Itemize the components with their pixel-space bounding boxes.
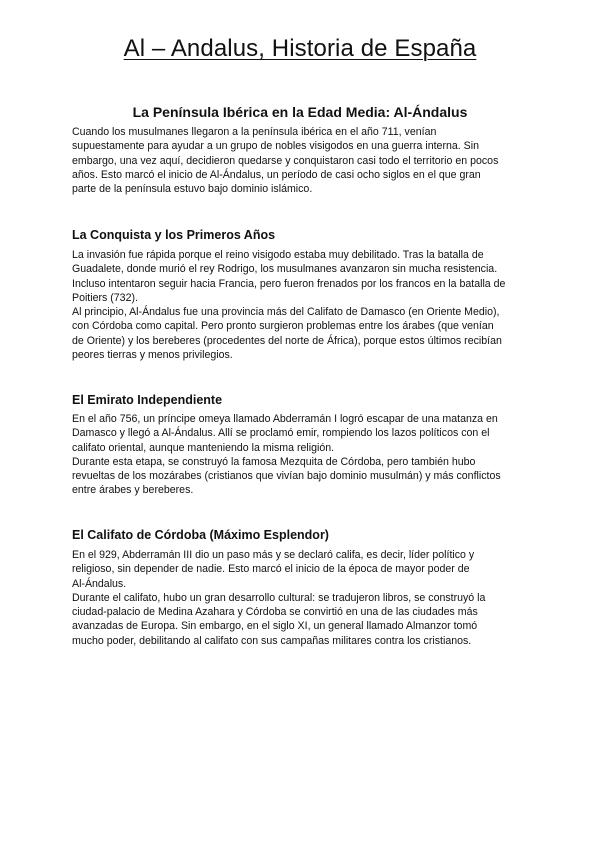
- text-line: Durante el califato, hubo un gran desarrollo cultural: se tradujeron libros, se construyó la: [72, 591, 486, 604]
- text-line: Cuando los musulmanes llegaron a la península ibérica en el año 711, venían: [72, 126, 437, 138]
- text-line: entre árabes y bereberes.: [72, 484, 194, 497]
- text-line: ciudad-palacio de Medina Azahara y Córdoba se convirtió en una de las ciudades más: [72, 606, 478, 619]
- text-line: En el año 756, un príncipe omeya llamado Abderramán I logró escapar de una matanza en: [72, 413, 498, 425]
- text-line: Incluso intentaron seguir hacia Francia, pero fueron frenados por los francos en la batalla de: [72, 277, 506, 290]
- document-title: Al – Andalus, Historia de España: [123, 35, 477, 62]
- text-line: Al-Ándalus.: [72, 577, 127, 590]
- text-line: Guadalete, donde murió el rey Rodrigo, los musulmanes avanzaron sin mucha resistencia.: [72, 263, 498, 276]
- text-line: peores tierras y menos privilegios.: [72, 349, 233, 362]
- text-line: revueltas de los mozárabes (cristianos que vivían bajo dominio musulmán) y más conflictos: [72, 470, 501, 483]
- text-line: La invasión fue rápida porque el reino visigodo estaba muy debilitado. Tras la batalla de: [72, 249, 484, 261]
- text-line: supuestamente para ayudar a un grupo de nobles visigodos en una guerra interna. Sin: [72, 140, 479, 153]
- text-line: años. Esto marcó el inicio de Al-Ándalus, un período de casi ocho siglos en el que gran: [72, 168, 481, 181]
- section-paragraph-conquista: [72, 248, 532, 362]
- section-heading-califato: El Califato de Córdoba (Máximo Esplendor): [72, 528, 329, 542]
- text-line: embargo, una vez aquí, decidieron quedarse y conquistaron casi todo el territorio en pocos: [72, 154, 499, 167]
- text-line: con Córdoba como capital. Pero pronto surgieron problemas entre los árabes (que venían: [72, 320, 494, 333]
- text-line: religioso, sin depender de nadie. Esto marcó el inicio de la época de mayor poder de: [72, 563, 470, 576]
- intro-heading: La Península Ibérica en la Edad Media: Al-Ándalus: [132, 104, 468, 120]
- text-line: califato oriental, aunque manteniendo la misma religión.: [72, 441, 335, 454]
- text-line: Al principio, Al-Ándalus fue una provincia más del Califato de Damasco (en Oriente Medio),: [72, 306, 500, 319]
- text-line: mucho poder, debilitando al califato con sus campañas militares contra los cristianos.: [72, 634, 472, 647]
- text-line: parte de la península estuvo bajo dominio islámico.: [72, 183, 313, 196]
- section-heading-emirato: El Emirato Independiente: [72, 393, 223, 407]
- text-line: En el 929, Abderramán III dio un paso más y se declaró califa, es decir, líder político y: [72, 549, 475, 561]
- text-line: de Oriente) y los bereberes (procedentes del norte de África), porque estos últimos recibían: [72, 334, 502, 347]
- section-paragraph-califato: [72, 548, 532, 648]
- section-paragraph-emirato: [72, 412, 532, 498]
- text-line: avanzadas de Europa. Sin embargo, en el siglo XI, un general llamado Almanzor tomó: [72, 620, 478, 633]
- intro-paragraph: [72, 125, 532, 196]
- text-line: Durante esta etapa, se construyó la famosa Mezquita de Córdoba, pero también hubo: [72, 455, 476, 468]
- text-line: Damasco y llegó a Al-Ándalus. Allí se proclamó emir, rompiendo los lazos políticos con el: [72, 427, 490, 440]
- text-line: Poitiers (732).: [72, 291, 138, 304]
- section-heading-conquista: La Conquista y los Primeros Años: [72, 228, 276, 242]
